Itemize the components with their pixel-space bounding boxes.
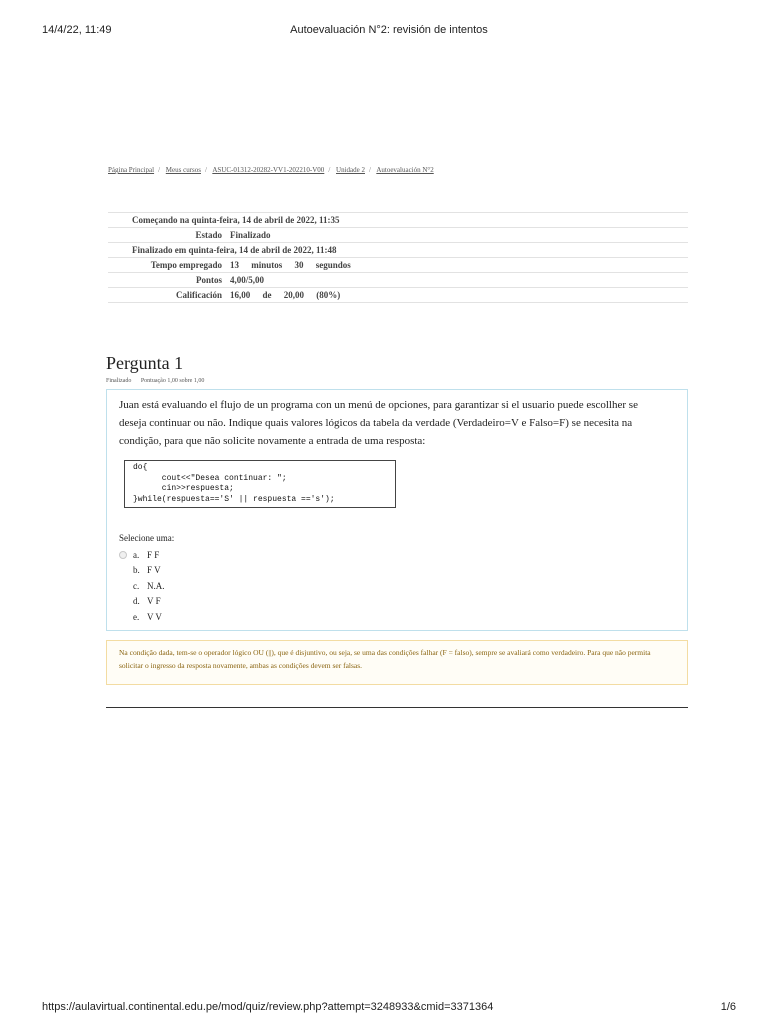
summary-state-label: Estado — [108, 228, 226, 243]
summary-row-points — [108, 273, 688, 288]
summary-row-finished — [108, 243, 688, 258]
answer-option-a[interactable] — [119, 547, 165, 563]
option-text: V V — [147, 611, 162, 622]
option-text: V F — [147, 596, 161, 607]
breadcrumb-separator: / — [328, 166, 331, 174]
print-datetime: 14/4/22, 11:49 — [42, 24, 112, 36]
option-letter: b. — [133, 565, 140, 576]
answer-option-c[interactable] — [119, 578, 165, 594]
radio-icon[interactable] — [119, 597, 127, 605]
breadcrumb-quiz[interactable]: Autoevaluación N°2 — [376, 166, 434, 174]
answer-option-d[interactable] — [119, 594, 165, 610]
option-text: N.A. — [147, 580, 165, 591]
summary-grade-value: 16,00 de 20,00 (80%) — [226, 288, 688, 303]
option-letter: a. — [133, 549, 140, 560]
summary-time-value: 13 minutos 30 segundos — [226, 258, 688, 273]
breadcrumb-course[interactable]: ASUC-01312-20282-VV1-202210-V00 — [212, 166, 325, 174]
general-feedback: Na condição dada, tem-se o operador lógico OU (||), que é disjuntivo, ou seja, se uma das condições falhar (F = falso), sempre se avaliará como verdadeiro. Para que não permita solicitar o ingresso da resposta novamente, ambas as condições devem ser falsas. — [106, 640, 688, 685]
summary-started: Começando na quinta-feira, 14 de abril de 2022, 11:35 — [108, 213, 688, 228]
breadcrumb-home[interactable]: Página Principal — [108, 166, 155, 174]
divider — [106, 707, 688, 708]
answer-options — [119, 547, 165, 625]
summary-state-value: Finalizado — [226, 228, 688, 243]
breadcrumb-unit[interactable]: Unidade 2 — [336, 166, 365, 174]
breadcrumb-separator: / — [368, 166, 371, 174]
print-url: https://aulavirtual.continental.edu.pe/mod/quiz/review.php?attempt=3248933&cmid=3371364 — [42, 1001, 494, 1013]
question-score: Pontuação 1,00 sobre 1,00 — [140, 378, 205, 384]
question-text: Juan está evaluando el flujo de un programa con un menú de opciones, para garantizar si el usuario puede escollher se deseja continuar ou não. Indique quais valores lógicos da tabela da verdade (Verdadeiro=V e Falso=F) se necesita na condição, para que não solicite novamente a entrada de uma resposta: — [119, 399, 638, 447]
answer-option-e[interactable] — [119, 609, 165, 625]
answer-prompt: Selecione uma: — [119, 533, 175, 543]
option-letter: d. — [133, 596, 140, 607]
summary-time-label: Tempo empregado — [108, 258, 226, 273]
breadcrumb-separator: / — [158, 166, 161, 174]
summary-finished: Finalizado em quinta-feira, 14 de abril de 2022, 11:48 — [108, 243, 688, 258]
summary-points-label: Pontos — [108, 273, 226, 288]
attempt-summary-table — [108, 212, 688, 303]
answer-option-b[interactable] — [119, 563, 165, 579]
summary-row-started — [108, 213, 688, 228]
summary-grade-label: Calificación — [108, 288, 226, 303]
print-page-number: 1/6 — [720, 1001, 736, 1013]
summary-row-state — [108, 228, 688, 243]
radio-icon[interactable] — [119, 566, 127, 574]
option-letter: c. — [133, 580, 140, 591]
print-page-title: Autoevaluación N°2: revisión de intentos — [290, 24, 488, 36]
radio-icon[interactable] — [119, 582, 127, 590]
radio-icon[interactable] — [119, 613, 127, 621]
radio-icon[interactable] — [119, 551, 127, 559]
breadcrumb — [108, 166, 434, 174]
question-status: Finalizado — [106, 378, 132, 384]
code-snippet: do{ cout<<"Desea continuar: "; cin>>respuesta; }while(respuesta=='S' || respuesta =='s'); — [124, 460, 396, 508]
summary-row-time — [108, 258, 688, 273]
breadcrumb-my-courses[interactable]: Meus cursos — [165, 166, 201, 174]
option-text: F V — [147, 565, 161, 576]
option-text: F F — [147, 549, 160, 560]
question-title: Pergunta 1 — [106, 353, 184, 373]
breadcrumb-separator: / — [204, 166, 207, 174]
question-info — [106, 378, 204, 384]
option-letter: e. — [133, 611, 140, 622]
question-box — [106, 389, 688, 631]
summary-row-grade — [108, 288, 688, 303]
summary-points-value: 4,00/5,00 — [226, 273, 688, 288]
